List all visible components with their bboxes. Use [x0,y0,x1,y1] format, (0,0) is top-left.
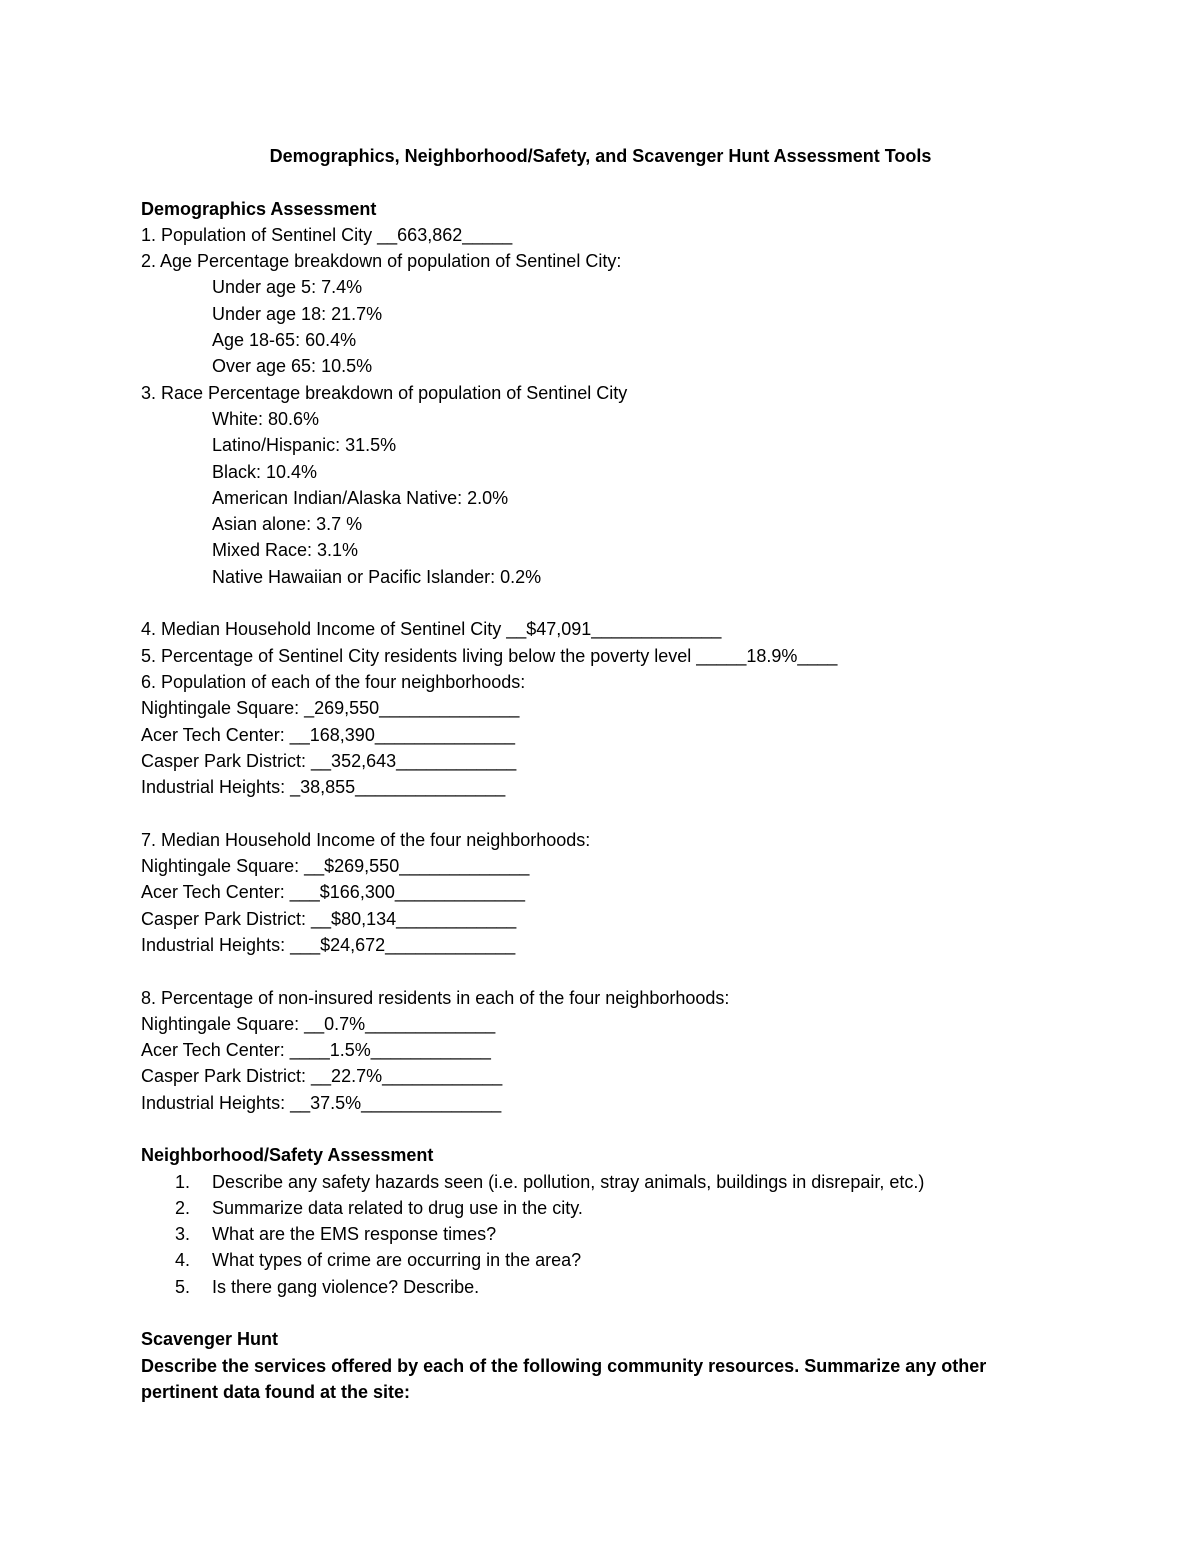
safety-list [141,1169,1041,1300]
list-number: 2. [175,1197,191,1218]
neighborhood-income-item: Industrial Heights: ___$24,672_____________ [141,934,516,955]
neighborhood-uninsured-item: Acer Tech Center: ____1.5%____________ [141,1040,491,1061]
list-number: 3. [175,1224,191,1245]
list-text: Describe any safety hazards seen (i.e. pollution, stray animals, buildings in disrepair, etc.) [212,1171,925,1192]
neighborhood-population-item: Industrial Heights: _38,855_______________ [141,777,506,798]
spacer [141,590,1041,616]
question-6-label: 6. Population of each of the four neighborhoods: [141,671,526,692]
age-item: Under age 5: 7.4% [212,277,363,298]
list-number: 1. [175,1171,191,1192]
scavenger-instructions: Describe the services offered by each of the following community resources. Summarize any other pertinent data found at the site: [141,1355,987,1402]
age-item: Over age 65: 10.5% [212,356,373,377]
list-item [141,1221,1041,1247]
race-item: Native Hawaiian or Pacific Islander: 0.2% [212,566,542,587]
neighborhood-population-item: Nightingale Square: _269,550______________ [141,698,520,719]
list-item [141,1169,1041,1195]
list-text: Summarize data related to drug use in the city. [212,1197,583,1218]
neighborhood-income-item: Casper Park District: __$80,134____________ [141,908,517,929]
spacer [141,958,1041,984]
list-item [141,1195,1041,1221]
list-text: What types of crime are occurring in the area? [212,1250,582,1271]
neighborhood-uninsured-item: Industrial Heights: __37.5%______________ [141,1092,502,1113]
list-item [141,1274,1041,1300]
question-8-label: 8. Percentage of non-insured residents in each of the four neighborhoods: [141,987,730,1008]
neighborhood-income-item: Acer Tech Center: ___$166,300_____________ [141,882,525,903]
question-5-poverty: 5. Percentage of Sentinel City residents living below the poverty level _____18.9%____ [141,645,838,666]
list-number: 4. [175,1250,191,1271]
question-7-label: 7. Median Household Income of the four neighborhoods: [141,829,591,850]
race-item: Asian alone: 3.7 % [212,514,363,535]
neighborhood-population-item: Acer Tech Center: __168,390______________ [141,724,515,745]
neighborhood-uninsured-item: Nightingale Square: __0.7%_____________ [141,1013,496,1034]
age-item: Age 18-65: 60.4% [212,330,357,351]
age-item: Under age 18: 21.7% [212,303,383,324]
neighborhood-uninsured-item: Casper Park District: __22.7%____________ [141,1066,503,1087]
spacer [141,800,1041,826]
spacer [141,169,1041,195]
race-item: Mixed Race: 3.1% [212,540,359,561]
list-number: 5. [175,1276,191,1297]
race-item: Black: 10.4% [212,461,318,482]
race-item: White: 80.6% [212,408,320,429]
spacer [141,1300,1041,1326]
race-item: American Indian/Alaska Native: 2.0% [212,487,509,508]
question-3-label: 3. Race Percentage breakdown of population of Sentinel City [141,382,628,403]
neighborhood-population-item: Casper Park District: __352,643____________ [141,750,517,771]
spacer [141,1116,1041,1142]
safety-heading: Neighborhood/Safety Assessment [141,1145,434,1166]
list-text: Is there gang violence? Describe. [212,1276,480,1297]
scavenger-heading: Scavenger Hunt [141,1329,279,1350]
question-2-label: 2. Age Percentage breakdown of population of Sentinel City: [141,251,622,272]
list-text: What are the EMS response times? [212,1224,497,1245]
document-title: Demographics, Neighborhood/Safety, and Scavenger Hunt Assessment Tools [269,146,932,166]
demographics-heading: Demographics Assessment [141,198,377,219]
race-item: Latino/Hispanic: 31.5% [212,435,397,456]
question-1-population: 1. Population of Sentinel City __663,862_____ [141,224,513,245]
list-item [141,1247,1041,1273]
document-body [141,143,1041,1405]
neighborhood-income-item: Nightingale Square: __$269,550_____________ [141,856,530,877]
question-4-median-income: 4. Median Household Income of Sentinel City __$47,091_____________ [141,619,722,640]
